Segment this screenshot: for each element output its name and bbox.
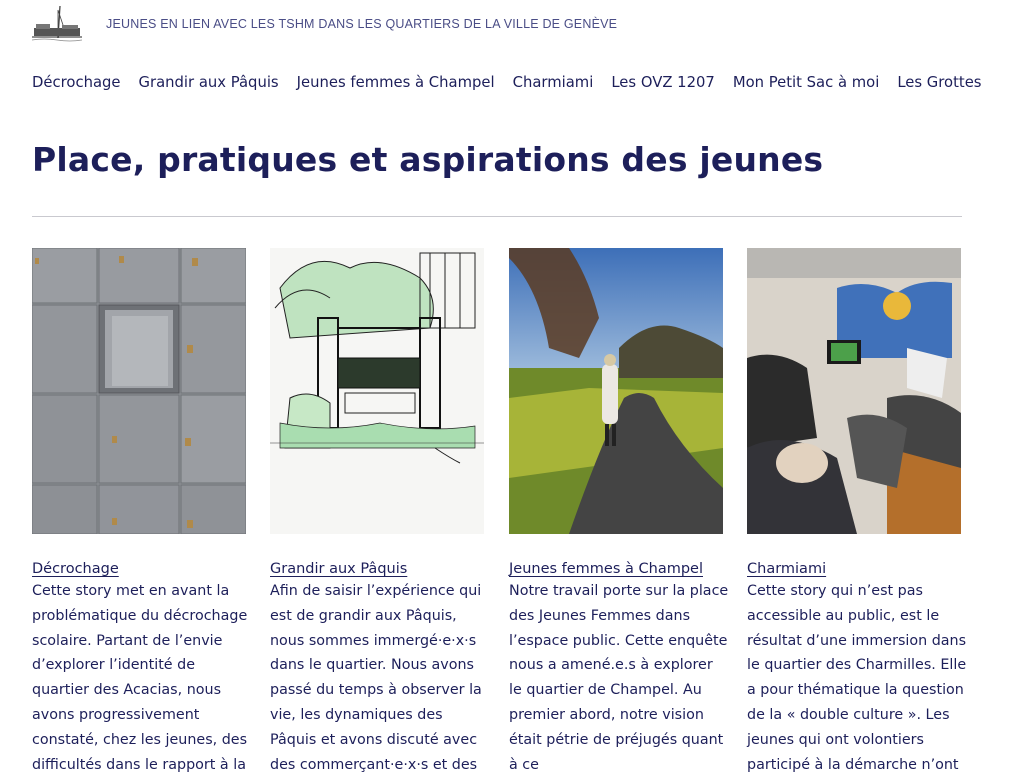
card-image-lockers[interactable]	[32, 248, 246, 534]
card-image-youth-room[interactable]	[747, 248, 961, 534]
nav-item-mon-petit-sac[interactable]: Mon Petit Sac à moi	[732, 74, 880, 91]
divider	[32, 216, 962, 217]
nav-item-jeunes-femmes-champel[interactable]: Jeunes femmes à Champel	[296, 74, 495, 91]
card-title-grandir-paquis[interactable]: Grandir aux Pâquis	[270, 561, 408, 577]
site-tagline: JEUNES EN LIEN AVEC LES TSHM DANS LES QUARTIERS DE LA VILLE DE GENÈVE	[106, 17, 618, 31]
card-text-charmiami: Cette story qui n’est pas accessible au public, est le résultat d’une immersion dans le quartier des Charmilles. Elle a pour thématique la question de la « double culture ». Les jeunes qui ont volontiers participé à la démarche n’ont	[747, 583, 967, 773]
card-image-park[interactable]	[509, 248, 723, 534]
card-title-jeunes-femmes[interactable]: Jeunes femmes à Champel	[509, 561, 703, 577]
nav-item-charmiami[interactable]: Charmiami	[512, 74, 594, 91]
site-logo[interactable]	[32, 4, 82, 46]
nav-item-les-grottes[interactable]: Les Grottes	[897, 74, 982, 91]
card-text-decrochage: Cette story met en avant la problématique du décrochage scolaire. Partant de l’envie d’explorer l’identité de quartier des Acacias, nous avons progressivement constaté, chez les jeunes, des difficultés dans le rapport à la	[32, 583, 248, 773]
nav-item-decrochage[interactable]: Décrochage	[32, 74, 121, 91]
nav-item-les-ovz-1207[interactable]: Les OVZ 1207	[611, 74, 715, 91]
nav-item-grandir-aux-paquis[interactable]: Grandir aux Pâquis	[138, 74, 279, 91]
page-title: Place, pratiques et aspirations des jeunes	[32, 140, 824, 179]
story-card-grandir-paquis	[270, 248, 484, 777]
card-text-grandir-paquis: Afin de saisir l’expérience qui est de grandir aux Pâquis, nous sommes immergé·e·x·s dans le quartier. Nous avons passé du temps à observer la vie, les dynamiques des Pâquis et avons discuté avec des commerçant·e·x·s et des	[270, 583, 482, 773]
site-header	[32, 4, 992, 48]
card-text-jeunes-femmes: Notre travail porte sur la place des Jeunes Femmes dans l’espace public. Cette enquête nous a amené.e.s à explorer le quartier de Champel. Au premier abord, notre vision était pétrie de préjugés quant à ce	[509, 583, 729, 773]
card-image-sketch[interactable]	[270, 248, 484, 534]
story-card-charmiami	[747, 248, 967, 777]
card-title-charmiami[interactable]: Charmiami	[747, 561, 827, 577]
story-card-jeunes-femmes	[509, 248, 729, 777]
main-navigation	[32, 74, 1000, 91]
story-card-decrochage	[32, 248, 246, 777]
card-title-decrochage[interactable]: Décrochage	[32, 561, 119, 577]
